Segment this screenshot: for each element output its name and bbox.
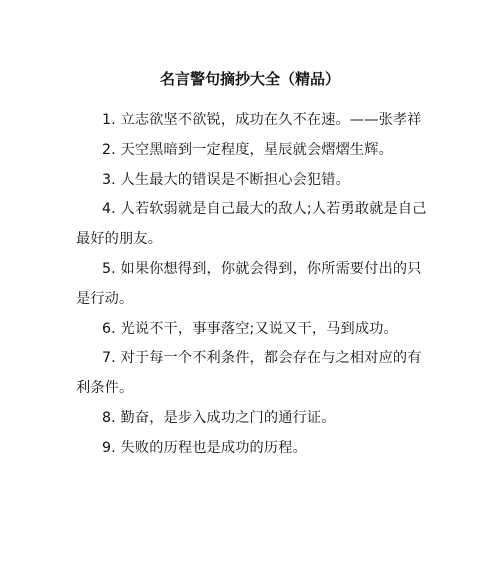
item-text: 对于每一个不利条件，都会存在与之相对应的有利条件。 (76, 350, 422, 397)
item-text: 光说不干，事事落空;又说又干，马到成功。 (120, 320, 398, 337)
list-item (76, 106, 430, 136)
item-number: 1. (102, 112, 116, 128)
list-item (76, 166, 430, 196)
item-number: 7. (102, 350, 116, 367)
item-number: 2. (102, 141, 116, 158)
quote-list (76, 106, 430, 464)
item-text: 天空黑暗到一定程度，星辰就会熠熠生辉。 (120, 141, 393, 158)
item-text: 人若软弱就是自己最大的敌人;人若勇敢就是自己最好的朋友。 (76, 201, 427, 248)
list-item (76, 344, 430, 404)
item-number: 5. (102, 260, 116, 277)
item-number: 9. (102, 439, 116, 456)
item-number: 4. (102, 201, 116, 218)
item-number: 8. (102, 409, 116, 426)
list-item (76, 434, 430, 464)
list-item (76, 255, 430, 315)
item-number: 6. (102, 320, 116, 337)
document-title: 名言警句摘抄大全（精品） (159, 70, 340, 88)
item-text: 失败的历程也是成功的历程。 (120, 439, 307, 456)
list-item (76, 136, 430, 166)
list-item (76, 404, 430, 434)
item-text: 立志欲坚不欲锐，成功在久不在速。——张孝祥 (120, 112, 422, 128)
item-text: 人生最大的错误是不断担心会犯错。 (120, 171, 350, 188)
list-item (76, 195, 430, 255)
list-item (76, 315, 430, 345)
item-number: 3. (102, 171, 116, 188)
item-text: 如果你想得到，你就会得到，你所需要付出的只是行动。 (76, 260, 422, 307)
item-text: 勤奋，是步入成功之门的通行证。 (120, 409, 336, 426)
